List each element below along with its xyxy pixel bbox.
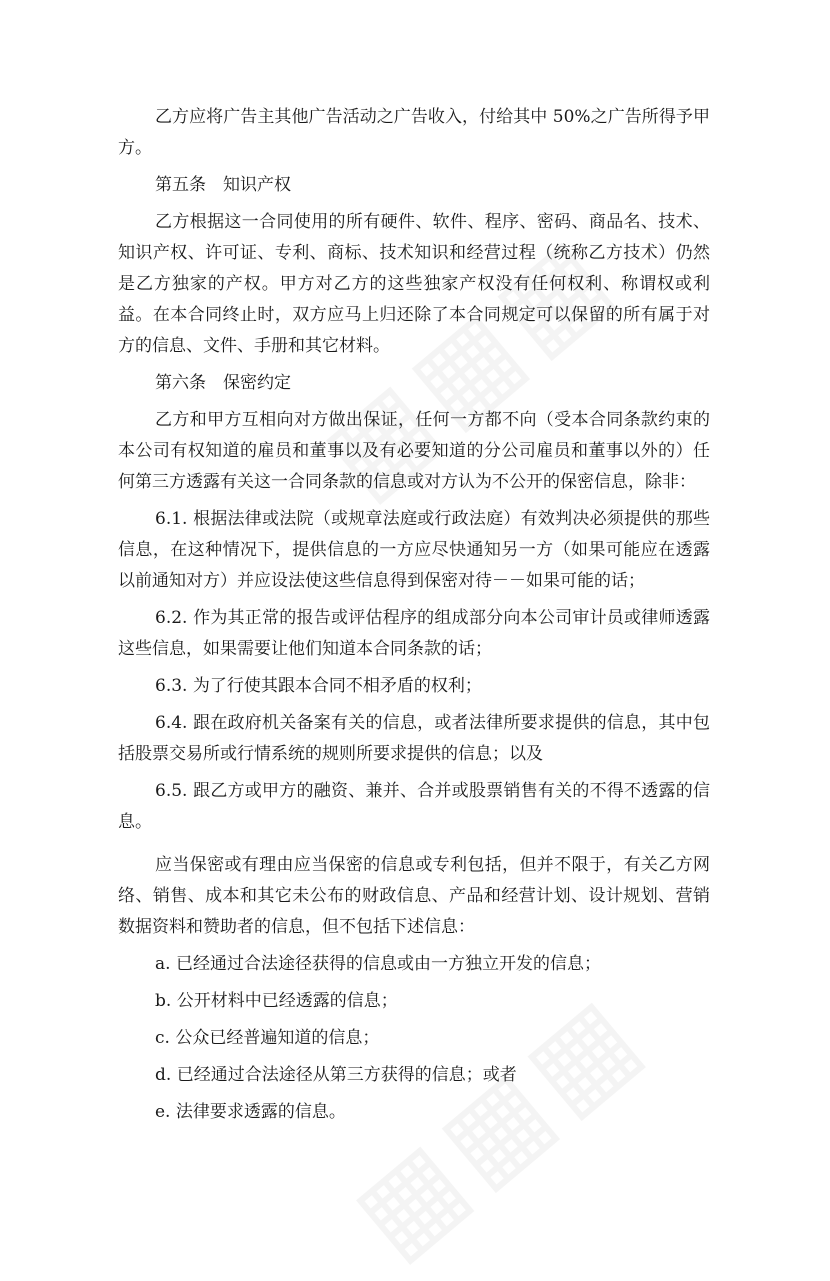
list-item-a: a. 已经通过合法途径获得的信息或由一方独立开发的信息； xyxy=(155,954,601,974)
clause-6-4: 6.4. 跟在政府机关备案有关的信息，或者法律所要求提供的信息，其中包括股票交易所或行情系统的规则所要求提供的信息；以及 xyxy=(118,713,710,764)
contract-body xyxy=(118,102,710,1128)
clause-6-3: 6.3. 为了行使其跟本合同不相矛盾的权利； xyxy=(155,676,482,696)
list-item-c: c. 公众已经普遍知道的信息； xyxy=(155,1028,380,1048)
paragraph-ip-rights: 乙方根据这一合同使用的所有硬件、软件、程序、密码、商品名、技术、知识产权、许可证、专利、商标、技术知识和经营过程（统称乙方技术）仍然是乙方独家的产权。甲方对乙方的这些独家产权没有任何权利、称谓权或利益。在本合同终止时，双方应马上归还除了本合同规定可以保留的所有属于对方的信息、文件、手册和其它材料。 xyxy=(118,212,710,356)
section-heading-6: 第六条 保密约定 xyxy=(155,373,291,393)
paragraph-confidentiality: 乙方和甲方互相向对方做出保证，任何一方都不向（受本合同条款约束的本公司有权知道的雇员和董事以及有必要知道的分公司雇员和董事以外的）任何第三方透露有关这一合同条款的信息或对方认为不公开的保密信息，除非： xyxy=(118,410,710,492)
clause-6-2: 6.2. 作为其正常的报告或评估程序的组成部分向本公司审计员或律师透露这些信息，如果需要让他们知道本合同条款的话； xyxy=(118,608,710,659)
section-heading-5: 第五条 知识产权 xyxy=(155,175,291,195)
clause-6-1: 6.1. 根据法律或法院（或规章法庭或行政法庭）有效判决必须提供的那些信息，在这种情况下，提供信息的一方应尽快通知另一方（如果可能应在透露以前通知对方）并应设法使这些信息得到保密对待－－如果可能的话； xyxy=(118,509,710,591)
paragraph-confidential-info: 应当保密或有理由应当保密的信息或专利包括，但并不限于，有关乙方网络、销售、成本和其它未公布的财政信息、产品和经营计划、设计规划、营销数据资料和赞助者的信息，但不包括下述信息： xyxy=(118,855,710,937)
list-item-d: d. 已经通过合法途径从第三方获得的信息；或者 xyxy=(155,1065,517,1085)
paragraph-ad-revenue: 乙方应将广告主其他广告活动之广告收入，付给其中 50%之广告所得予甲方。 xyxy=(118,107,710,158)
clause-6-5: 6.5. 跟乙方或甲方的融资、兼并、合并或股票销售有关的不得不透露的信息。 xyxy=(118,781,710,832)
list-item-e: e. 法律要求透露的信息。 xyxy=(155,1102,346,1122)
list-item-b: b. 公开材料中已经透露的信息； xyxy=(155,991,398,1011)
